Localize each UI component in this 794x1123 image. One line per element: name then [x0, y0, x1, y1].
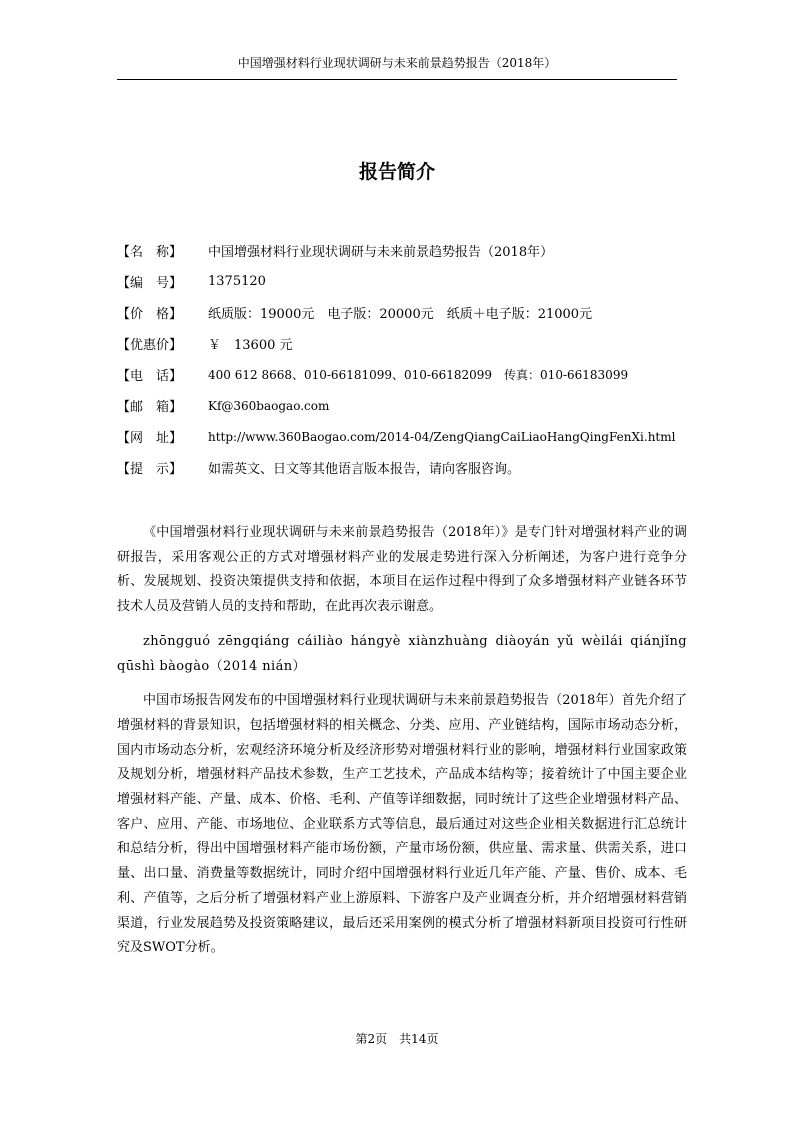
report-body — [117, 521, 687, 971]
info-label: 【网 址】 — [117, 431, 183, 446]
report-info-table — [117, 235, 697, 483]
info-label: 【提 示】 — [117, 462, 183, 477]
pinyin-paragraph: zhōngguó zēngqiáng cáiliào hángyè xiànzhuàng diàoyán yǔ wèilái qiánjǐng qūshì bàogào（2014 nián） — [117, 633, 687, 674]
info-row-discount — [117, 328, 697, 359]
info-row-code — [117, 266, 697, 297]
info-label: 【价 格】 — [117, 307, 183, 322]
info-value: 1375120 — [208, 274, 266, 289]
info-label: 【名 称】 — [117, 245, 183, 260]
info-row-phone — [117, 359, 697, 390]
info-row-price — [117, 297, 697, 328]
info-row-name — [117, 235, 697, 266]
info-label: 【优惠价】 — [117, 338, 183, 353]
website-link[interactable]: http://www.360Baogao.com/2014-04/ZengQiangCaiLiaoHangQingFenXi.html — [208, 429, 676, 444]
info-label: 【编 号】 — [117, 276, 183, 291]
info-label: 【邮 箱】 — [117, 400, 183, 415]
page-number: 第2页 共14页 — [355, 1032, 439, 1046]
info-value: 400 612 8668、010-66181099、010-66182099 传真：010-66183099 — [208, 368, 629, 382]
info-value: 如需英文、日文等其他语言版本报告，请向客服咨询。 — [208, 462, 521, 477]
header-divider — [117, 79, 677, 80]
info-value: 纸质版：19000元 电子版：20000元 纸质＋电子版：21000元 — [208, 307, 593, 322]
running-header: 中国增强材料行业现状调研与未来前景趋势报告（2018年） — [237, 56, 557, 70]
info-value: ￥ 13600 元 — [208, 338, 293, 353]
document-title: 报告简介 — [358, 161, 435, 183]
summary-paragraph: 中国市场报告网发布的中国增强材料行业现状调研与未来前景趋势报告（2018年）首先介绍了增强材料的背景知识，包括增强材料的相关概念、分类、应用、产业链结构，国际市场动态分析，国内市场动态分析，宏观经济环境分析及经济形势对增强材料行业的影响，增强材料行业国家政策及规划分析，增强材料产品技术参数，生产工艺技术，产品成本结构等；接着统计了中国主要企业增强材料产能、产量、成本、价格、毛利、产值等详细数据，同时统计了这些企业增强材料产品、客户、应用、产能、市场地位、企业联系方式等信息，最后通过对这些企业相关数据进行汇总统计和总结分析，得出中国增强材料产能市场份额，产量市场份额，供应量、需求量、供需关系，进口量、出口量、消费量等数据统计，同时介绍中国增强材料行业近几年产能、产量、售价、成本、毛利、产值等，之后分析了增强材料产业上游原料、下游客户及产业调查分析，并介绍增强材料营销渠道，行业发展趋势及投资策略建议，最后还采用案例的模式分析了增强材料新项目投资可行性研究及SWOT分析。 — [117, 693, 687, 956]
info-label: 【电 话】 — [117, 369, 183, 384]
info-row-email — [117, 390, 697, 421]
info-row-url — [117, 421, 697, 452]
info-value: 中国增强材料行业现状调研与未来前景趋势报告（2018年） — [208, 245, 554, 260]
intro-paragraph: 《中国增强材料行业现状调研与未来前景趋势报告（2018年）》是专门针对增强材料产业的调研报告，采用客观公正的方式对增强材料产业的发展走势进行深入分析阐述，为客户进行竞争分析、发展规划、投资决策提供支持和依据，本项目在运作过程中得到了众多增强材料产业链各环节技术人员及营销人员的支持和帮助，在此再次表示谢意。 — [117, 525, 687, 615]
email-link[interactable]: Kf@360baogao.com — [208, 398, 330, 413]
info-row-tip — [117, 452, 697, 483]
